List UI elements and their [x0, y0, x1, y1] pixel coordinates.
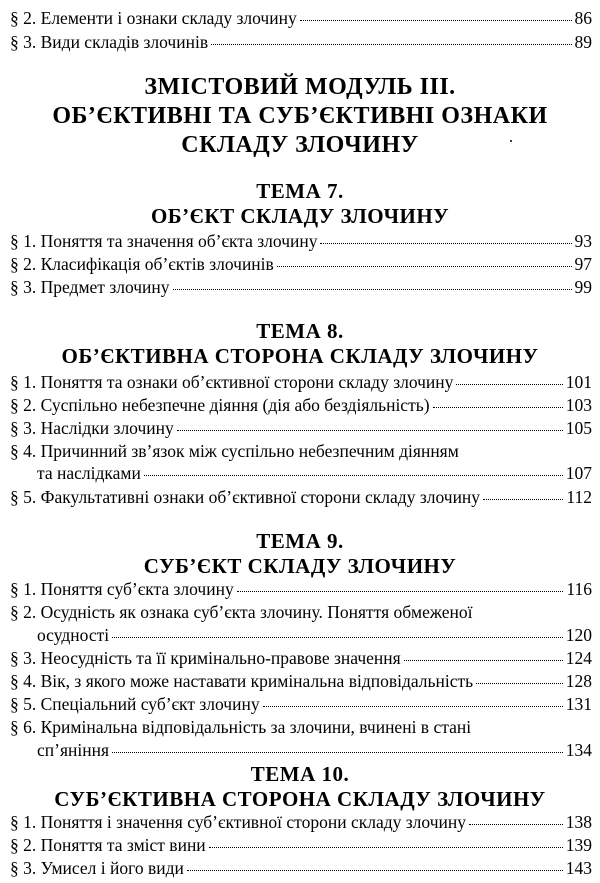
toc-entry[interactable] — [10, 31, 592, 53]
toc-entry-label: § 2. Суспільно небезпечне діяння (дія або бездіяльність) — [10, 395, 430, 415]
toc-entry-label: § 1. Поняття та значення об’єкта злочину — [10, 231, 318, 251]
toc-entry-page: 143 — [565, 858, 592, 878]
toc-entry[interactable] — [10, 670, 592, 692]
toc-entry-label: § 1. Поняття і значення суб’єктивної сторони складу злочину — [10, 812, 466, 832]
toc-entry[interactable] — [10, 276, 592, 298]
print-speck — [510, 140, 512, 142]
toc-entry-label: § 1. Поняття та ознаки об’єктивної сторони складу злочину — [10, 372, 454, 392]
toc-entry-page: 93 — [574, 231, 592, 251]
dot-leader — [173, 289, 572, 290]
toc-entry[interactable] — [10, 7, 592, 29]
toc-entry-page: 86 — [574, 8, 592, 28]
topic8-title: ОБ’ЄКТИВНА СТОРОНА СКЛАДУ ЗЛОЧИНУ — [61, 344, 539, 368]
dot-leader — [469, 824, 563, 825]
toc-entry-label: § 5. Спеціальний суб’єкт злочину — [10, 694, 260, 714]
toc-entry-page: 116 — [566, 579, 592, 599]
toc-entry-label-line1[interactable]: § 2. Осудність як ознака суб’єкта злочину. Поняття обмеженої — [10, 602, 473, 622]
toc-entry-label: § 3. Наслідки злочину — [10, 418, 174, 438]
toc-entry[interactable] — [10, 462, 592, 484]
dot-leader — [263, 706, 563, 707]
dot-leader — [277, 266, 572, 267]
topic10-number: ТЕМА 10. — [250, 762, 350, 786]
dot-leader — [483, 499, 563, 500]
toc-entry[interactable] — [10, 739, 592, 761]
module-heading-line1: ЗМІСТОВИЙ МОДУЛЬ III. — [144, 74, 456, 100]
dot-leader — [144, 475, 563, 476]
dot-leader — [320, 243, 571, 244]
toc-entry-page: 89 — [574, 32, 592, 52]
toc-entry-page: 97 — [574, 254, 592, 274]
dot-leader — [433, 407, 563, 408]
topic9-number: ТЕМА 9. — [256, 529, 344, 553]
dot-leader — [187, 870, 563, 871]
toc-entry-label: § 2. Елементи і ознаки складу злочину — [10, 8, 297, 28]
dot-leader — [209, 847, 563, 848]
toc-entry[interactable] — [10, 811, 592, 833]
topic8-number: ТЕМА 8. — [256, 319, 344, 343]
topic10-title: СУБ’ЄКТИВНА СТОРОНА СКЛАДУ ЗЛОЧИНУ — [54, 787, 546, 811]
toc-entry[interactable] — [10, 624, 592, 646]
toc-entry[interactable] — [10, 230, 592, 252]
toc-entry-page: 131 — [565, 694, 592, 714]
toc-entry-label: § 1. Поняття суб’єкта злочину — [10, 579, 234, 599]
toc-entry-page: 101 — [565, 372, 592, 392]
module-heading-line2: ОБ’ЄКТИВНІ ТА СУБ’ЄКТИВНІ ОЗНАКИ — [52, 103, 548, 129]
toc-entry-page: 112 — [566, 487, 592, 507]
toc-entry[interactable] — [10, 417, 592, 439]
dot-leader — [404, 660, 563, 661]
toc-entry-page: 105 — [565, 418, 592, 438]
dot-leader — [237, 591, 564, 592]
toc-entry-label: § 5. Факультативні ознаки об’єктивної сторони складу злочину — [10, 487, 481, 507]
toc-entry-label-cont: та наслідками — [37, 463, 141, 483]
toc-entry-page: 103 — [565, 395, 592, 415]
dot-leader — [300, 20, 572, 21]
toc-entry-label-cont: сп’яніння — [37, 740, 110, 760]
topic9-title: СУБ’ЄКТ СКЛАДУ ЗЛОЧИНУ — [143, 554, 457, 578]
dot-leader — [211, 44, 571, 45]
toc-entry[interactable] — [10, 253, 592, 275]
dot-leader — [456, 384, 562, 385]
toc-entry[interactable] — [10, 394, 592, 416]
toc-entry-page: 134 — [565, 740, 592, 760]
toc-entry[interactable] — [10, 857, 592, 879]
toc-entry-label: § 3. Предмет злочину — [10, 277, 170, 297]
toc-entry-label: § 3. Види складів злочинів — [10, 32, 209, 52]
toc-entry-label-line1[interactable]: § 6. Кримінальна відповідальність за злочини, вчинені в стані — [10, 717, 472, 737]
toc-entry[interactable] — [10, 647, 592, 669]
toc-entry-page: 120 — [565, 625, 592, 645]
module-heading-line3: СКЛАДУ ЗЛОЧИНУ — [181, 132, 419, 158]
dot-leader — [476, 683, 563, 684]
toc-entry-label-line1[interactable]: § 4. Причинний зв’язок між суспільно небезпечним діянням — [10, 441, 459, 461]
toc-entry-page: 128 — [565, 671, 592, 691]
toc-entry-page: 139 — [565, 835, 592, 855]
toc-entry-label: § 3. Неосудність та її кримінально-правове значення — [10, 648, 401, 668]
toc-entry-label: § 2. Поняття та зміст вини — [10, 835, 206, 855]
toc-entry-label: § 2. Класифікація об’єктів злочинів — [10, 254, 274, 274]
toc-entry[interactable] — [10, 578, 592, 600]
toc-entry-page: 124 — [565, 648, 592, 668]
toc-entry-label: § 3. Умисел і його види — [10, 858, 184, 878]
dot-leader — [112, 637, 563, 638]
toc-entry[interactable] — [10, 371, 592, 393]
toc-entry-label: § 4. Вік, з якого може наставати кримінальна відповідальність — [10, 671, 474, 691]
toc-entry[interactable] — [10, 693, 592, 715]
toc-entry-page: 107 — [565, 463, 592, 483]
toc-entry[interactable] — [10, 834, 592, 856]
dot-leader — [177, 430, 563, 431]
toc-entry-label-cont: осудності — [37, 625, 110, 645]
toc-entry[interactable] — [10, 486, 592, 508]
toc-entry-page: 99 — [574, 277, 592, 297]
dot-leader — [112, 752, 563, 753]
topic7-title: ОБ’ЄКТ СКЛАДУ ЗЛОЧИНУ — [150, 204, 450, 228]
topic7-number: ТЕМА 7. — [256, 179, 344, 203]
toc-entry-page: 138 — [565, 812, 592, 832]
